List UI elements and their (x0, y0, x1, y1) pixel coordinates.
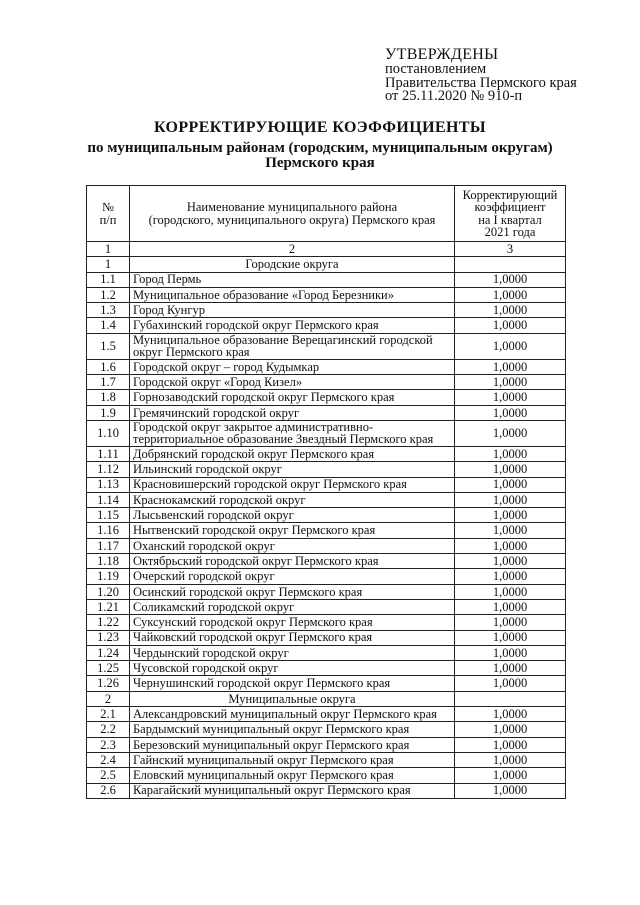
row-number: 1.3 (87, 303, 130, 318)
table-row (87, 599, 566, 614)
municipality-name: Еловский муниципальный округ Пермского края (130, 768, 455, 783)
coefficient-value: 1,0000 (455, 333, 566, 359)
table-row (87, 318, 566, 333)
row-number: 1.11 (87, 446, 130, 461)
coefficient-value (455, 257, 566, 272)
row-number: 1.16 (87, 523, 130, 538)
municipality-name: Осинский городской округ Пермского края (130, 584, 455, 599)
municipality-name: Чусовской городской округ (130, 661, 455, 676)
municipality-name: Горнозаводский городской округ Пермского края (130, 390, 455, 405)
municipality-name: Александровский муниципальный округ Пермского края (130, 707, 455, 722)
coefficient-value: 1,0000 (455, 318, 566, 333)
municipality-name: Чердынский городской округ (130, 645, 455, 660)
coefficient-value: 1,0000 (455, 615, 566, 630)
row-number: 1 (87, 257, 130, 272)
table-row (87, 615, 566, 630)
header-num: № п/п (87, 186, 130, 242)
municipality-name: Бардымский муниципальный округ Пермского края (130, 722, 455, 737)
table-row (87, 554, 566, 569)
table-row (87, 676, 566, 691)
municipality-name: Город Пермь (130, 272, 455, 287)
table-row (87, 584, 566, 599)
row-number: 1.17 (87, 538, 130, 553)
row-number: 1.12 (87, 462, 130, 477)
table-row (87, 492, 566, 507)
table-row (87, 303, 566, 318)
table-section-row (87, 691, 566, 706)
table-row (87, 359, 566, 374)
row-number: 1.14 (87, 492, 130, 507)
table-row (87, 661, 566, 676)
title-subtitle-region: Пермского края (265, 155, 375, 171)
approval-line: Правительства Пермского края (385, 74, 577, 91)
table-row (87, 272, 566, 287)
municipality-name: Лысьвенский городской округ (130, 508, 455, 523)
table-row (87, 630, 566, 645)
column-number-row (87, 242, 566, 257)
table-section-row (87, 257, 566, 272)
title-main: КОРРЕКТИРУЮЩИЕ КОЭФФИЦИЕНТЫ (153, 119, 487, 136)
coefficient-value: 1,0000 (455, 405, 566, 420)
table-row (87, 538, 566, 553)
table-row (87, 405, 566, 420)
table-row (87, 446, 566, 461)
title-subtitle: по муниципальным районам (городским, муниципальным округам) (87, 140, 553, 156)
coefficients-table (86, 185, 566, 799)
municipality-name: Гремячинский городской округ (130, 405, 455, 420)
coefficient-value: 1,0000 (455, 599, 566, 614)
coefficient-value: 1,0000 (455, 420, 566, 446)
municipality-name: Чайковский городской округ Пермского края (130, 630, 455, 645)
row-number: 1.21 (87, 599, 130, 614)
municipality-name: Чернушинский городской округ Пермского края (130, 676, 455, 691)
row-number: 1.24 (87, 645, 130, 660)
table-row (87, 333, 566, 359)
row-number: 1.25 (87, 661, 130, 676)
municipality-name: Суксунский городской округ Пермского края (130, 615, 455, 630)
municipality-name: Соликамский городской округ (130, 599, 455, 614)
coefficient-value: 1,0000 (455, 737, 566, 752)
municipality-name: Краснокамский городской округ (130, 492, 455, 507)
municipality-name: Муниципальное образование «Город Березники» (130, 287, 455, 302)
table-row (87, 462, 566, 477)
row-number: 1.1 (87, 272, 130, 287)
coefficient-value: 1,0000 (455, 477, 566, 492)
municipality-name: Городской округ «Город Кизел» (130, 375, 455, 390)
coefficient-value: 1,0000 (455, 768, 566, 783)
row-number: 2 (87, 691, 130, 706)
municipality-name: Добрянский городской округ Пермского края (130, 446, 455, 461)
municipality-name: Город Кунгур (130, 303, 455, 318)
coefficient-value: 1,0000 (455, 272, 566, 287)
municipality-name: Карагайский муниципальный округ Пермского края (130, 783, 455, 798)
table-row (87, 420, 566, 446)
municipality-name: Ильинский городской округ (130, 462, 455, 477)
municipality-name: Гайнский муниципальный округ Пермского края (130, 752, 455, 767)
municipality-name: Нытвенский городской округ Пермского края (130, 523, 455, 538)
municipality-name: Оханский городской округ (130, 538, 455, 553)
row-number: 1.7 (87, 375, 130, 390)
municipality-name: Очерский городской округ (130, 569, 455, 584)
row-number: 1.8 (87, 390, 130, 405)
row-number: 1.4 (87, 318, 130, 333)
municipality-name: Муниципальное образование Верещагинский городской округ Пермского края (130, 333, 455, 359)
row-number: 1.23 (87, 630, 130, 645)
header-name: Наименование муниципального района (городского, муниципального округа) Пермского края (130, 186, 455, 242)
table-row (87, 287, 566, 302)
municipality-name: Городской округ закрытое административно-территориальное образование Звездный Пермского края (130, 420, 455, 446)
colnum-1: 1 (87, 242, 130, 257)
table-row (87, 752, 566, 767)
municipality-name: Городской округ – город Кудымкар (130, 359, 455, 374)
table-row (87, 569, 566, 584)
row-number: 2.6 (87, 783, 130, 798)
coefficient-value: 1,0000 (455, 287, 566, 302)
coefficient-value: 1,0000 (455, 523, 566, 538)
row-number: 2.3 (87, 737, 130, 752)
table-row (87, 508, 566, 523)
coefficient-value: 1,0000 (455, 569, 566, 584)
coefficient-value: 1,0000 (455, 661, 566, 676)
header-coef: Корректирующий коэффициент на I квартал 2021 года (455, 186, 566, 242)
table-row (87, 707, 566, 722)
row-number: 1.5 (87, 333, 130, 359)
row-number: 2.2 (87, 722, 130, 737)
row-number: 1.6 (87, 359, 130, 374)
approval-line: от 25.11.2020 № 910-п (385, 88, 523, 104)
coefficient-value: 1,0000 (455, 645, 566, 660)
table-row (87, 768, 566, 783)
row-number: 1.15 (87, 508, 130, 523)
approval-line: постановлением (385, 61, 487, 77)
table-row (87, 783, 566, 798)
table-row (87, 523, 566, 538)
row-number: 1.18 (87, 554, 130, 569)
coefficient-value: 1,0000 (455, 722, 566, 737)
row-number: 1.13 (87, 477, 130, 492)
section-title: Городские округа (130, 257, 455, 272)
coefficient-value: 1,0000 (455, 676, 566, 691)
coefficient-value: 1,0000 (455, 508, 566, 523)
coefficient-value: 1,0000 (455, 359, 566, 374)
table-row (87, 722, 566, 737)
colnum-2: 2 (130, 242, 455, 257)
municipality-name: Березовский муниципальный округ Пермского края (130, 737, 455, 752)
row-number: 1.22 (87, 615, 130, 630)
row-number: 2.4 (87, 752, 130, 767)
row-number: 1.10 (87, 420, 130, 446)
approval-block (385, 47, 625, 104)
coefficient-value: 1,0000 (455, 584, 566, 599)
table-header-row (87, 186, 566, 242)
coefficient-value: 1,0000 (455, 783, 566, 798)
row-number: 1.26 (87, 676, 130, 691)
row-number: 1.9 (87, 405, 130, 420)
table-row (87, 645, 566, 660)
approval-heading: УТВЕРЖДЕНЫ (385, 46, 499, 63)
row-number: 2.1 (87, 707, 130, 722)
coefficient-value: 1,0000 (455, 554, 566, 569)
coefficient-value: 1,0000 (455, 707, 566, 722)
coefficient-value: 1,0000 (455, 462, 566, 477)
row-number: 1.20 (87, 584, 130, 599)
coefficient-value: 1,0000 (455, 752, 566, 767)
table-row (87, 390, 566, 405)
municipality-name: Октябрьский городской округ Пермского края (130, 554, 455, 569)
table-row (87, 737, 566, 752)
municipality-name: Губахинский городской округ Пермского края (130, 318, 455, 333)
coefficient-value: 1,0000 (455, 538, 566, 553)
coefficient-value (455, 691, 566, 706)
document-title (80, 120, 560, 171)
coefficient-value: 1,0000 (455, 375, 566, 390)
coefficient-value: 1,0000 (455, 630, 566, 645)
row-number: 1.19 (87, 569, 130, 584)
coefficient-value: 1,0000 (455, 303, 566, 318)
row-number: 1.2 (87, 287, 130, 302)
coefficient-value: 1,0000 (455, 492, 566, 507)
coefficient-value: 1,0000 (455, 446, 566, 461)
municipality-name: Красновишерский городской округ Пермского края (130, 477, 455, 492)
coefficient-value: 1,0000 (455, 390, 566, 405)
table-row (87, 375, 566, 390)
row-number: 2.5 (87, 768, 130, 783)
section-title: Муниципальные округа (130, 691, 455, 706)
table-row (87, 477, 566, 492)
colnum-3: 3 (455, 242, 566, 257)
